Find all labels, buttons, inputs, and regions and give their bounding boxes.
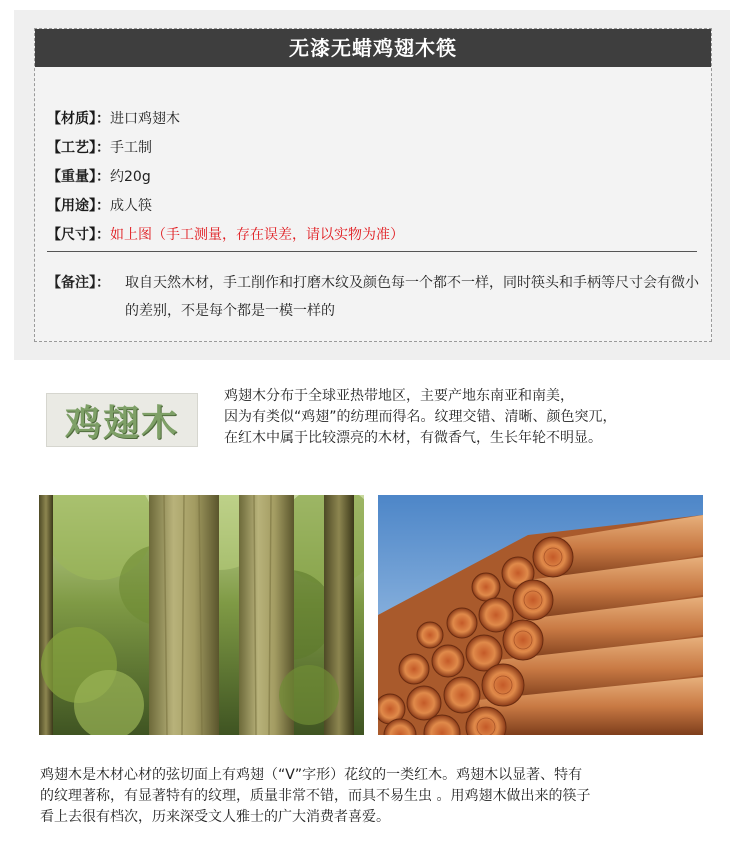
note-text: 取自天然木材，手工削作和打磨木纹及颜色每一个都不一样，同时筷头和手柄等尺寸会有微小的差别，不是每个都是一模一样的 xyxy=(125,275,699,319)
spec-panel xyxy=(14,10,730,360)
spec-label: 【重量】 xyxy=(47,169,96,185)
spec-separator: ： xyxy=(96,140,110,156)
note-label: 【备注】： xyxy=(47,275,110,291)
wood-intro xyxy=(224,386,714,449)
spec-label: 【材质】 xyxy=(47,111,96,127)
product-title: 无漆无蜡鸡翅木筷 xyxy=(35,29,711,67)
spec-value: 手工制 xyxy=(110,140,152,156)
logs-photo xyxy=(378,495,703,735)
spec-separator: ： xyxy=(96,111,110,127)
forest-photo xyxy=(39,495,364,735)
description-line: 鸡翅木是木材心材的弦切面上有鸡翅（“V”字形）花纹的一类红木。鸡翅木以显著、特有 xyxy=(40,767,583,783)
spec-row-material xyxy=(47,109,180,129)
spec-divider xyxy=(47,251,697,252)
spec-value-highlight: 如上图（手工测量，存在误差，请以实物为准） xyxy=(110,227,404,243)
intro-line: 在红木中属于比较漂亮的木材，有微香气，生长年轮不明显。 xyxy=(224,430,602,446)
spec-row-size xyxy=(47,225,404,245)
intro-line: 鸡翅木分布于全球亚热带地区，主要产地东南亚和南美， xyxy=(224,388,574,404)
description-line: 看上去很有档次，历来深受文人雅士的广大消费者喜爱。 xyxy=(40,809,390,825)
spec-separator: ： xyxy=(96,169,110,185)
spec-row-usage xyxy=(47,196,152,216)
spec-row-craft xyxy=(47,138,152,158)
spec-value: 成人筷 xyxy=(110,198,152,214)
spec-box xyxy=(34,28,712,342)
description-line: 的纹理著称，有显著特有的纹理，质量非常不错，而具不易生虫 。用鸡翅木做出来的筷子 xyxy=(40,788,591,804)
wood-title-logo: 鸡翅木 xyxy=(46,393,198,447)
spec-separator: ： xyxy=(96,198,110,214)
spec-separator: ： xyxy=(96,227,110,243)
spec-value: 进口鸡翅木 xyxy=(110,111,180,127)
spec-label: 【用途】 xyxy=(47,198,96,214)
spec-label: 【尺寸】 xyxy=(47,227,96,243)
spec-row-weight xyxy=(47,167,151,187)
intro-line: 因为有类似“鸡翅”的纺理而得名。纹理交错、清晰、颜色突兀， xyxy=(224,409,617,425)
wood-description xyxy=(40,765,720,828)
spec-value: 约20g xyxy=(110,169,151,185)
spec-label: 【工艺】 xyxy=(47,140,96,156)
